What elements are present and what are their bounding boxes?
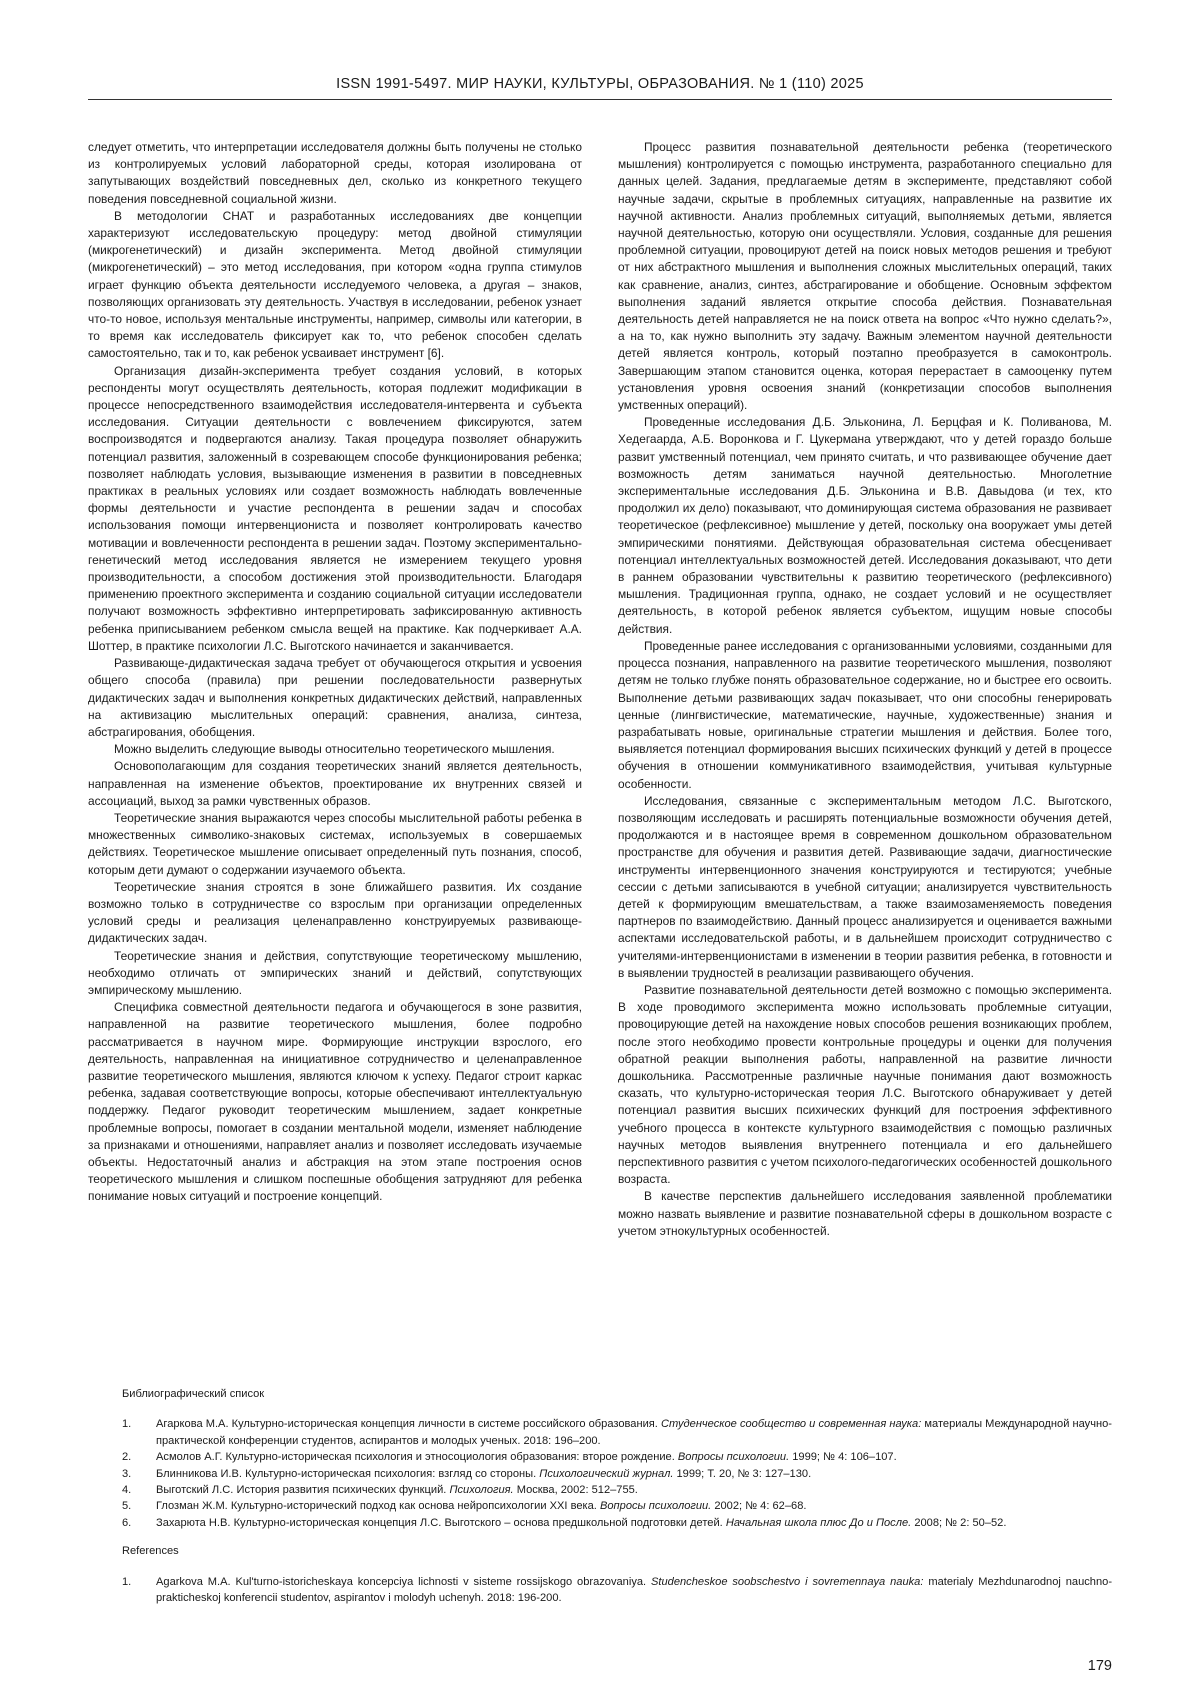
citation-text: Выготский Л.С. История развития психических функций. [156, 1484, 449, 1496]
citation-details: 1999; № 4: 106–107. [789, 1451, 897, 1463]
item-number: 1. [88, 1574, 156, 1607]
citation-details: 2002; № 4: 62–68. [711, 1500, 806, 1512]
bibliography-item [88, 1466, 1112, 1482]
citation-details: materialy Mezhdunarodnoj nauchno-prakticheskoj konferencii studentov, aspirantov i molodyh uchenyh. 2018: 196-200. [156, 1576, 1112, 1604]
citation-source: Психология. [449, 1484, 513, 1496]
journal-header: ISSN 1991-5497. МИР НАУКИ, КУЛЬТУРЫ, ОБРАЗОВАНИЯ. № 1 (110) 2025 [88, 76, 1112, 92]
article-body [88, 139, 1112, 1240]
reference-item [88, 1574, 1112, 1607]
paragraph: следует отметить, что интерпретации исследователя должны быть получены не столько из контролируемых условий лабораторной среды, которая изолирована от запутывающих воздействий повседневных дел, сколько из конкретного текущего поведения повседневной социальной жизни. [88, 139, 582, 208]
bibliography-section [88, 1386, 1112, 1606]
bibliography-heading: Библиографический список [122, 1386, 1112, 1402]
item-text [156, 1515, 1112, 1531]
item-text [156, 1466, 1112, 1482]
left-column [88, 139, 582, 1240]
paragraph: Развивающе-дидактическая задача требует от обучающегося открытия и усвоения общего способа (правила) при решении последовательности развернутых дидактических задач и выполнения конкретных дидактических действий, направленных на активизацию мыслительных операций: сравнения, анализа, синтеза, абстрагирования, обобщения. [88, 655, 582, 741]
citation-source: Студенческое сообщество и современная наука: [661, 1418, 921, 1430]
page-number: 179 [1088, 1658, 1112, 1674]
paragraph: Исследования, связанные с экспериментальным методом Л.С. Выготского, позволяющим исследовать и расширять потенциальные возможности обучения детей, продолжаются и в настоящее время в современном дошкольном образовательном пространстве для обучения и развития детей. Развивающие задачи, диагностические инструменты интервенционного значения конструируются и тестируются; учебные сессии с детьми записываются в учебной ситуации; анализируется чувствительность детей к формирующим вмешательствам, а также взаимозаменяемость поведения партнеров по взаимодействию. Данный процесс анализируется и оценивается важными аспектами исследовательской работы, и в дальнейшем происходит сотрудничество с учителями-интервенционистами в изменении в теории развития ребенка, в готовности и в выявлении трудностей в реализации развивающего обучения. [618, 793, 1112, 982]
item-text [156, 1482, 1112, 1498]
citation-text: Захарюта Н.В. Культурно-историческая концепция Л.С. Выготского – основа предшкольной подготовки детей. [156, 1517, 726, 1529]
item-number: 2. [88, 1449, 156, 1465]
bibliography-item [88, 1416, 1112, 1449]
item-text [156, 1416, 1112, 1449]
paragraph: Теоретические знания строятся в зоне ближайшего развития. Их создание возможно только в сотрудничестве со взрослым при организации определенных условий среды и реализация целенаправленно конструируемых развивающе-дидактических задач. [88, 879, 582, 948]
paragraph: В качестве перспектив дальнейшего исследования заявленной проблематики можно назвать выявление и развитие познавательной сферы в дошкольном возрасте с учетом этнокультурных особенностей. [618, 1188, 1112, 1240]
item-number: 5. [88, 1498, 156, 1514]
paragraph: Процесс развития познавательной деятельности ребенка (теоретического мышления) контролируется с помощью инструмента, разработанного специально для данных целей. Задания, предлагаемые детям в эксперименте, представляют собой научные задачи, скрытые в проблемных ситуациях, направленные на развитие их научной активности. Анализ проблемных ситуаций, выполняемых детьми, является научной деятельностью, которую они осуществляли. Условия, созданные для решения проблемной ситуации, провоцируют детей на поиск новых методов решения и требуют от них абстрактного мышления и выполнения сложных мыслительных операций, таких как сравнение, анализ, синтез, абстрагирование и обобщение. Основным эффектом выполнения заданий является открытие способа действия. Познавательная деятельность детей направляется не на поиск ответа на вопрос «Что нужно сделать?», а на то, как нужно выполнить эту задачу. Важным элементом научной деятельности детей является контроль, который поэтапно преобразуется в самоконтроль. Завершающим этапом становится оценка, которая перерастает в самооценку путем установления уровня освоения знаний (конкретизации способов выполнения умственных операций). [618, 139, 1112, 414]
citation-text: Блинникова И.В. Культурно-историческая психология: взгляд со стороны. [156, 1468, 539, 1480]
citation-details: материалы Международной научно-практической конференции студентов, аспирантов и молодых ученых. 2018: 196–200. [156, 1418, 1112, 1446]
item-number: 3. [88, 1466, 156, 1482]
paragraph: Основополагающим для создания теоретических знаний является деятельность, направленная на изменение объектов, проектирование их внутренних связей и ассоциаций, выход за рамки чувственных образов. [88, 758, 582, 810]
bibliography-item [88, 1498, 1112, 1514]
citation-text: Асмолов А.Г. Культурно-историческая психология и этносоциология образования: второе рождение. [156, 1451, 678, 1463]
item-text [156, 1498, 1112, 1514]
bibliography-item [88, 1482, 1112, 1498]
paragraph: Проведенные ранее исследования с организованными условиями, созданными для процесса познания, направленного на развитие теоретического мышления, позволяют детям не только глубже понять образовательное содержание, но и быстрее его освоить. Выполнение детьми развивающих задач показывает, что они способны генерировать ценные (лингвистические, математические, научные, художественные) знания и разрабатывать новые, оригинальные стратегии мышления и действия. Более того, выявляется потенциал формирования высших психических функций у детей в процессе обучения в отношении коммуникативного взаимодействия, учитывая культурные особенности. [618, 638, 1112, 793]
citation-source: Вопросы психологии. [600, 1500, 711, 1512]
item-number: 6. [88, 1515, 156, 1531]
citation-source: Психологический журнал. [539, 1468, 673, 1480]
citation-details: 1999; Т. 20, № 3: 127–130. [673, 1468, 811, 1480]
citation-source: Studencheskoe soobschestvo i sovremennaya nauka: [651, 1576, 923, 1588]
citation-details: 2008; № 2: 50–52. [911, 1517, 1006, 1529]
paragraph: Организация дизайн-эксперимента требует создания условий, в которых респонденты могут осуществлять деятельность, которая подлежит модификации в процессе непосредственного взаимодействия исследователя-интервента и субъекта исследования. Ситуации деятельности с вовлечением фиксируются, затем воспроизводятся и подвергаются анализу. Такая процедура позволяет обнаружить потенциал развития, заложенный в созревающем способе функционирования ребенка; позволяет наблюдать условия, вызывающие изменения в развитии в повседневных практиках в реальных условиях или создает возможность наблюдать вовлеченные формы деятельности и участие респондента в решении задач и способах использования помощи интервенциониста и позволяет контролировать качество мотивации и вовлеченности респондента в решении задач. Поэтому экспериментально-генетический метод исследования является не измерением текущего уровня производительности, а способом достижения этой производительности. Благодаря применению проектного эксперимента и созданию социальной ситуации исследователи получают возможность эффективно интерпретировать зафиксированную активность ребенка приписыванием ребенком смысла вещей на практике. Как подчеркивает А.А. Шоттер, в практике психологии Л.С. Выготского начинается и заканчивается. [88, 363, 582, 655]
item-text [156, 1449, 1112, 1465]
right-column [618, 139, 1112, 1240]
paragraph: Теоретические знания выражаются через способы мыслительной работы ребенка в множественных символико-знаковых системах, используемых в совершаемых действиях. Теоретическое мышление описывает определенный путь познания, способ, которым дети думают о содержании изучаемого объекта. [88, 810, 582, 879]
bibliography-item [88, 1515, 1112, 1531]
citation-source: Вопросы психологии. [678, 1451, 789, 1463]
item-number: 1. [88, 1416, 156, 1449]
references-heading: References [122, 1543, 1112, 1559]
item-text [156, 1574, 1112, 1607]
paragraph: Проведенные исследования Д.Б. Эльконина, Л. Берцфая и К. Поливанова, М. Хедегаарда, А.Б. Воронкова и Г. Цукермана утверждают, что у детей гораздо больше развит умственный потенциал, чем принято считать, и что развивающее обучение дает возможность детям заниматься научной деятельностью. Многолетние экспериментальные исследования Д.Б. Эльконина и В.В. Давыдова (и тех, кто продолжил их дело) показывают, что доминирующая система образования не развивает теоретическое (рефлексивное) мышление у детей, поскольку она вооружает умы детей эмпирическими понятиями. Действующая образовательная система обесценивает потенциал интеллектуальных возможностей детей. Исследования доказывают, что дети в раннем образовании чувствительны к развитию теоретического (рефлексивного) мышления. Традиционная группа, однако, не создает условий и не осуществляет деятельность, в которой ребенок является субъектом, ищущим новые способы действия. [618, 414, 1112, 638]
citation-details: Москва, 2002: 512–755. [514, 1484, 638, 1496]
citation-text: Глозман Ж.М. Культурно-исторический подход как основа нейропсихологии XXI века. [156, 1500, 600, 1512]
bibliography-list [88, 1416, 1112, 1531]
paragraph: Специфика совместной деятельности педагога и обучающегося в зоне развития, направленной на развитие теоретического мышления, более подробно рассматривается в научном мире. Формирующие инструкции взрослого, его деятельность, направленная на инициативное сотрудничество и целенаправленное развитие теоретического мышления, являются ключом к успеху. Педагог строит каркас ребенка, задавая соответствующие вопросы, которые обеспечивают интеллектуальную поддержку. Педагог руководит теоретическим мышлением, задает конкретные проблемные вопросы, помогает в создании ментальной модели, изменяет наблюдение за признаками и отношениями, направляет анализ и позволяет исследовать изучаемые объекты. Недостаточный анализ и абстракция на этом этапе построения основ теоретического мышления и слишком поспешные обобщения затрудняют для ребенка понимание новых ситуаций и построение концепций. [88, 999, 582, 1205]
paragraph: В методологии CHAT и разработанных исследованиях две концепции характеризуют исследовательскую процедуру: метод двойной стимуляции (микрогенетический) и дизайн эксперимента. Метод двойной стимуляции (микрогенетический) – это метод исследования, при котором «одна группа стимулов играет функцию объекта деятельности исследуемого человека, а другая – знаков, позволяющих организовать эту деятельность. Участвуя в исследовании, ребенок узнает что-то новое, используя ментальные инструменты, например, символы или категории, в то время как исследователь фиксирует как то, что ребенок способен сделать самостоятельно, так и то, как ребенок усваивает инструмент [6]. [88, 208, 582, 363]
citation-text: Агаркова М.А. Культурно-историческая концепция личности в системе российского образования. [156, 1418, 661, 1430]
paragraph: Развитие познавательной деятельности детей возможно с помощью эксперимента. В ходе проводимого эксперимента можно использовать проблемные ситуации, провоцирующие детей на нахождение новых способов решения возникающих проблем, после этого необходимо провести контрольные процедуры и оценки для получения обратной реакции выполнения работы, направленной на развитие личности дошкольника. Рассмотренные различные научные понимания дают возможность сказать, что культурно-историческая теория Л.С. Выготского обнаруживает у детей потенциал развития высших психических функций для построения эффективного учебного процесса в контексте культурного взаимодействия с помощью различных научных методов выявления внутреннего потенциала и его дальнейшего перспективного развития с учетом психолого-педагогических особенностей дошкольного возраста. [618, 982, 1112, 1188]
citation-source: Начальная школа плюс До и После. [726, 1517, 911, 1529]
bibliography-item [88, 1449, 1112, 1465]
item-number: 4. [88, 1482, 156, 1498]
paragraph: Теоретические знания и действия, сопутствующие теоретическому мышлению, необходимо отличать от эмпирических знаний и действий, сопутствующих эмпирическому мышлению. [88, 948, 582, 1000]
header-divider [88, 99, 1112, 100]
paragraph: Можно выделить следующие выводы относительно теоретического мышления. [88, 741, 582, 758]
citation-text: Agarkova M.A. Kul'turno-istoricheskaya koncepciya lichnosti v sisteme rossijskogo obrazovaniya. [156, 1576, 651, 1588]
references-list [88, 1574, 1112, 1607]
